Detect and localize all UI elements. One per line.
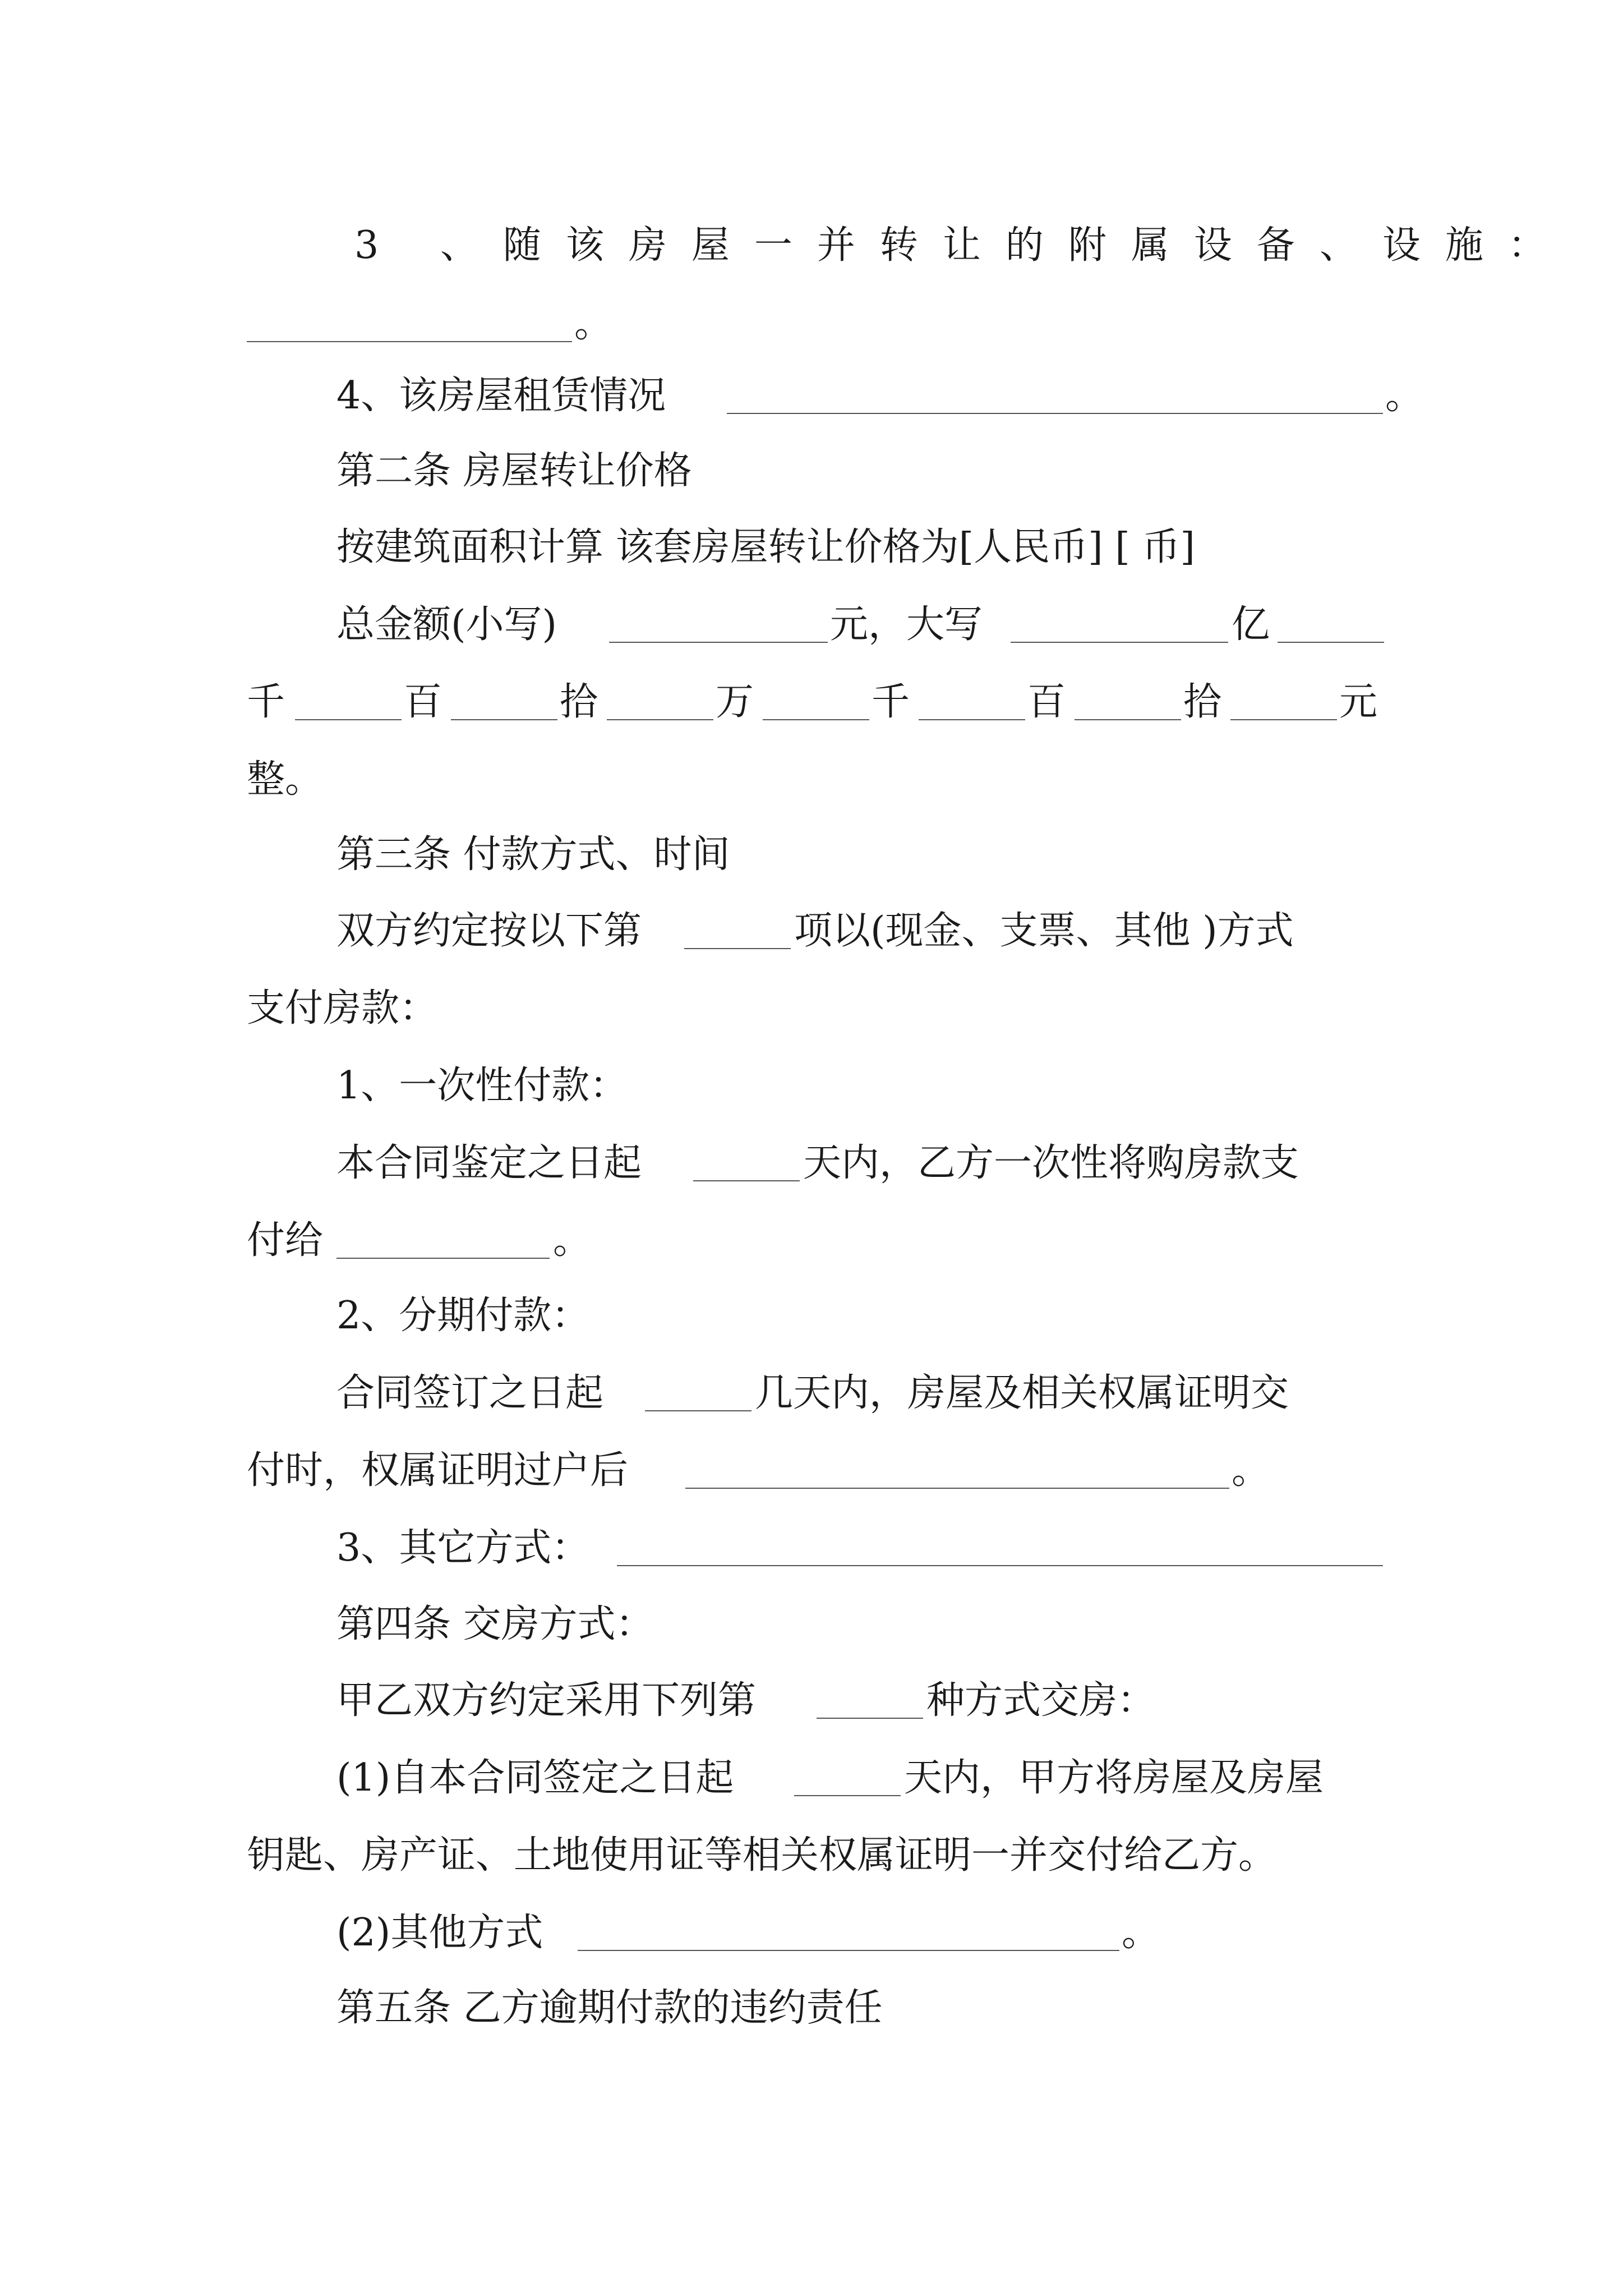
section-heading-text: 第二条 房屋转让价格 [336, 449, 692, 493]
clause-text: 付给 [247, 1218, 324, 1263]
clause-text: 。 [1232, 1448, 1270, 1493]
clause-line [0, 285, 1623, 364]
clause-text: 钥匙、房产证、土地使用证等相关权属证明一并交付给乙方。 [247, 1833, 1277, 1878]
clause-line [0, 1509, 1623, 1588]
fill-in-blank [763, 719, 869, 720]
clause-text: 4、该房屋租赁情况 [336, 374, 666, 418]
section-heading [0, 1969, 1623, 2047]
unit-label: 元 [1339, 680, 1378, 724]
unit-label: 百 [1027, 680, 1066, 724]
fill-in-blank [451, 719, 557, 720]
section-heading-text: 第四条 交房方式： [336, 1602, 654, 1646]
clause-text: 。 [1385, 374, 1424, 418]
section-heading-text: 第五条 乙方逾期付款的违约责任 [336, 1986, 883, 2030]
clause-line [0, 1662, 1623, 1740]
clause-line [0, 1816, 1623, 1895]
fill-in-blank [1230, 719, 1337, 720]
clause-text: 1、一次性付款： [336, 1064, 628, 1108]
clause-text: 按建筑面积计算 该套房屋转让价格为[人民币] [ 币] [336, 525, 1195, 569]
unit-label: 拾 [1183, 680, 1222, 724]
clause-text: 天内，甲方将房屋及房屋 [904, 1756, 1324, 1800]
clause-text: (2)其他方式 [336, 1911, 543, 1955]
clause-line [0, 357, 1623, 435]
clause-text: 。 [1122, 1911, 1160, 1955]
fill-in-blank [1075, 719, 1181, 720]
fill-in-blank [607, 719, 713, 720]
clause-line [0, 586, 1623, 664]
clause-line [0, 1432, 1623, 1510]
fill-in-blank [247, 341, 572, 342]
clause-text: 3、其它方式： [336, 1526, 590, 1570]
fill-in-blank [684, 948, 791, 949]
clause-text: 支付房款： [247, 986, 438, 1030]
amount-units-line [0, 663, 1623, 742]
clause-line [0, 1124, 1623, 1203]
clause-line [0, 1047, 1623, 1125]
unit-label: 万 [716, 680, 754, 724]
unit-label: 拾 [560, 680, 598, 724]
clause-text: 双方约定按以下第 [336, 909, 642, 953]
clause-text: 。 [553, 1218, 592, 1263]
clause-line [0, 969, 1623, 1048]
clause-text: 元，大写 [830, 602, 983, 647]
fill-in-blank [817, 1718, 923, 1719]
section-heading-text: 第三条 付款方式、时间 [336, 832, 730, 877]
unit-label: 百 [404, 680, 442, 724]
fill-in-blank [617, 1565, 1383, 1566]
clause-line [0, 1277, 1623, 1355]
fill-in-blank [609, 642, 828, 643]
fill-in-blank [295, 719, 402, 720]
clause-text: 合同签订之日起 [336, 1371, 604, 1415]
clause-text: 2、分期付款： [336, 1294, 590, 1338]
fill-in-blank [727, 413, 1383, 414]
clause-line [0, 1894, 1623, 1972]
clause-line [0, 206, 1623, 285]
clause-text: 天内，乙方一次性将购房款支 [803, 1141, 1299, 1185]
clause-line [0, 740, 1623, 819]
clause-line [0, 1354, 1623, 1433]
fill-in-blank [685, 1488, 1229, 1489]
clause-text: 3 、随该房屋一并转让的附属设备、设施： [354, 223, 1571, 268]
clause-text: 总金额(小写) [336, 602, 557, 647]
unit-label: 千 [872, 680, 910, 724]
clause-text: 本合同鉴定之日起 [336, 1141, 642, 1185]
clause-line [0, 892, 1623, 970]
section-heading [0, 816, 1623, 894]
clause-text: 。 [574, 302, 613, 346]
clause-text: 项以(现金、支票、其他 )方式 [794, 909, 1294, 953]
clause-text: 种方式交房： [926, 1678, 1156, 1723]
clause-text: (1)自本合同签定之日起 [336, 1756, 734, 1800]
fill-in-blank [693, 1180, 800, 1181]
clause-text: 付时，权属证明过户后 [247, 1448, 629, 1493]
fill-in-blank [336, 1258, 550, 1259]
clause-text: 甲乙双方约定采用下列第 [336, 1678, 757, 1723]
clause-line [0, 508, 1623, 587]
fill-in-blank [919, 719, 1025, 720]
clause-text: 整。 [247, 757, 324, 802]
fill-in-blank [578, 1950, 1119, 1951]
clause-text: 亿 [1232, 602, 1270, 647]
section-heading [0, 432, 1623, 510]
section-heading [0, 1585, 1623, 1664]
clause-line [0, 1202, 1623, 1280]
clause-line [0, 1739, 1623, 1818]
fill-in-blank [1011, 642, 1228, 643]
fill-in-blank [1278, 642, 1384, 643]
unit-label: 千 [247, 680, 285, 724]
fill-in-blank [645, 1410, 751, 1411]
fill-in-blank [794, 1795, 901, 1796]
clause-text: 几天内，房屋及相关权属证明交 [755, 1371, 1289, 1415]
